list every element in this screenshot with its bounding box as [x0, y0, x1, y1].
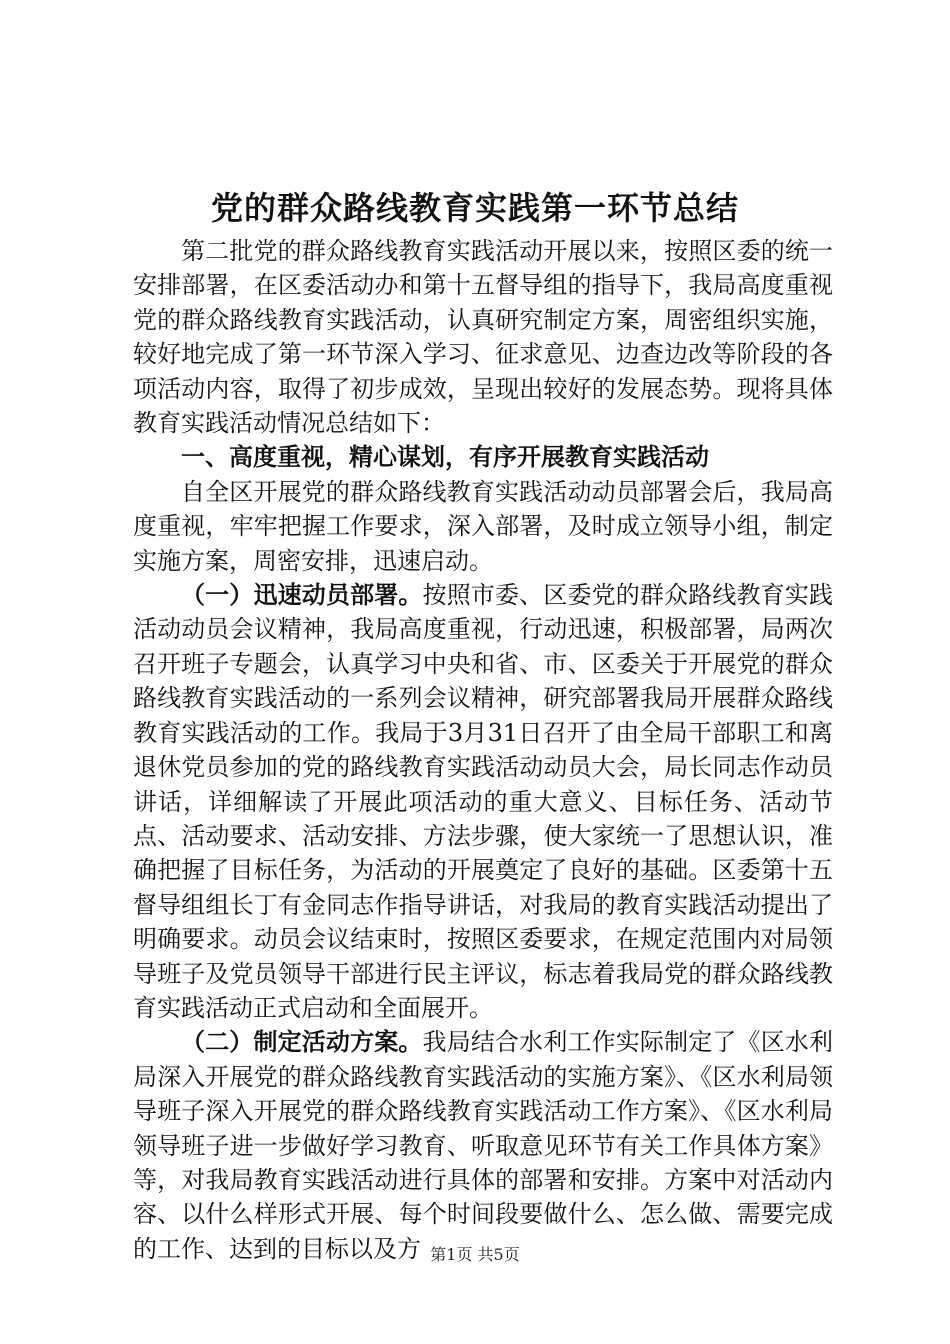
page-footer: 第1页 共5页 — [430, 1245, 520, 1264]
document-body — [133, 234, 833, 1266]
item-2-paragraph — [133, 1025, 833, 1266]
item-2-lead: （二）制定活动方案。 — [181, 1027, 423, 1057]
document-title: 党的群众路线教育实践第一环节总结 — [210, 189, 739, 227]
section-heading-1: 一、高度重视，精心谋划，有序开展教育实践活动 — [181, 442, 709, 472]
item-1-paragraph — [133, 578, 833, 1025]
item-1-text: 按照市委、区委党的群众路线教育实践活动动员会议精神，我局高度重视，行动迅速，积极部署，局两次召开班子专题会，认真学习中央和省、市、区委关于开展党的群众路线教育实践活动的一系列会议精神，研究部署我局开展群众路线教育实践活动的工作。我局于3月31日召开了由全局干部职工和离退休党员参加的党的路线教育实践活动动员大会，局长同志作动员讲话，详细解读了开展此项活动的重大意义、目标任务、活动节点、活动要求、活动安排、方法步骤，使大家统一了思想认识，准确把握了目标任务，为活动的开展奠定了良好的基础。区委第十五督导组组长丁有金同志作指导讲话，对我局的教育实践活动提出了明确要求。动员会议结束时，按照区委要求，在规定范围内对局领导班子及党员领导干部进行民主评议，标志着我局党的群众路线教育实践活动正式启动和全面展开。 — [133, 581, 834, 1022]
section-1-paragraph: 自全区开展党的群众路线教育实践活动动员部署会后，我局高度重视，牢牢把握工作要求，深入部署，及时成立领导小组，制定实施方案，周密安排，迅速启动。 — [133, 477, 833, 575]
item-2-text: 我局结合水利工作实际制定了《区水利局深入开展党的群众路线教育实践活动的实施方案》、《区水利局领导班子深入开展党的群众路线教育实践活动工作方案》、《区水利局领导班子进一步做好学习教育、听取意见环节有关工作具体方案》等，对我局教育实践活动进行具体的部署和安排。方案中对活动内容、以什么样形式开展、每个时间段要做什么、怎么做、需要完成的工作、达到的目标以及方 — [133, 1028, 834, 1263]
intro-paragraph: 第二批党的群众路线教育实践活动开展以来，按照区委的统一安排部署，在区委活动办和第十五督导组的指导下，我局高度重视党的群众路线教育实践活动，认真研究制定方案，周密组织实施，较好地完成了第一环节深入学习、征求意见、边查边改等阶段的各项活动内容，取得了初步成效，呈现出较好的发展态势。现将具体教育实践活动情况总结如下： — [133, 237, 833, 438]
item-1-lead: （一）迅速动员部署。 — [181, 580, 423, 610]
